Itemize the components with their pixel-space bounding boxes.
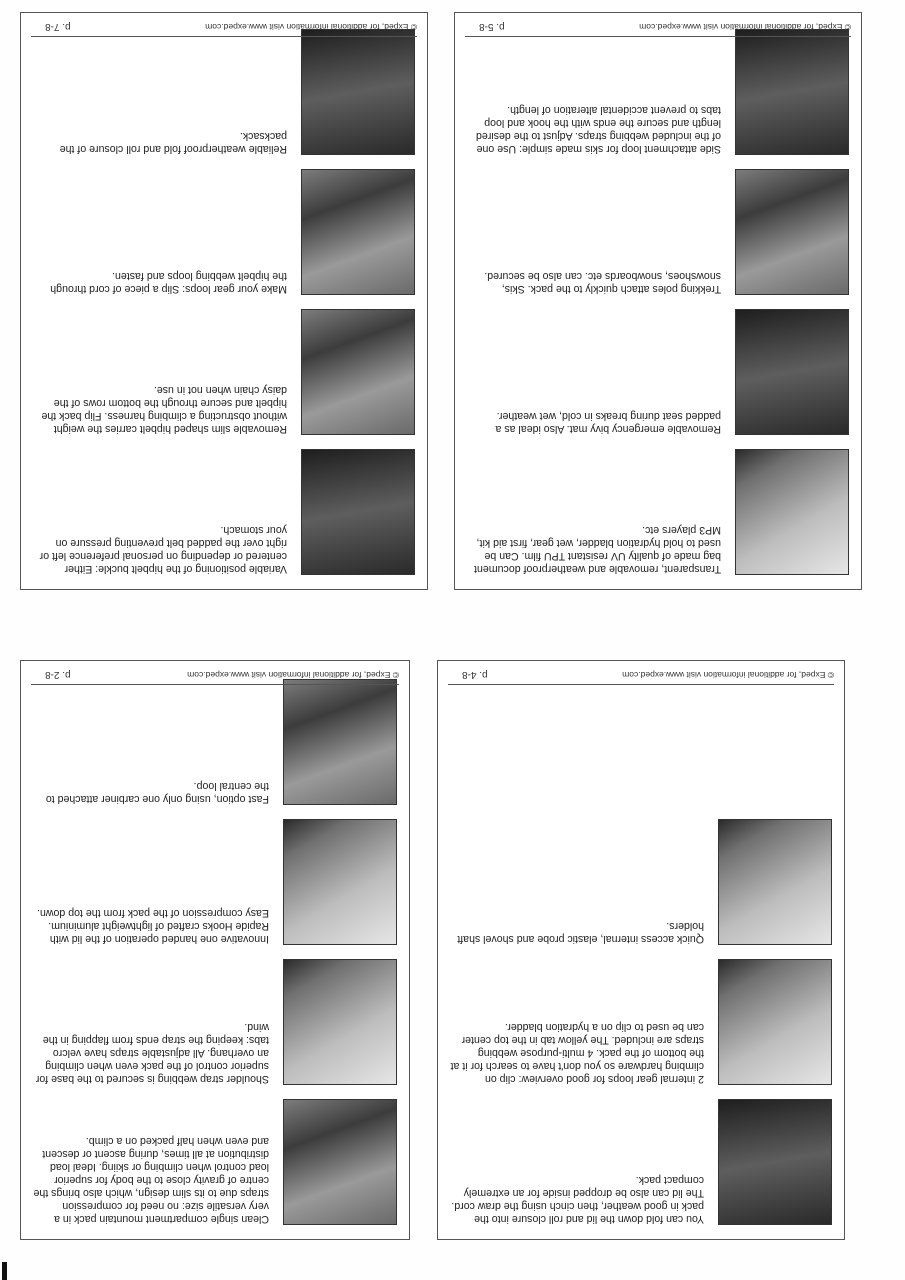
panel-page-7 <box>20 12 428 590</box>
feature-text: Make your gear loops: Slip a piece of cord through the hipbelt webbing loops and fasten. <box>50 270 287 295</box>
feature-item <box>467 447 849 575</box>
feature-text: Transparent, removable and weatherproof document bag made of quality UV resistant TPU film. Can be used to hold hydration bladder, wet gear, first aid kit, MP3 players etc. <box>474 524 721 575</box>
page-number: p. 7-8 <box>45 21 71 32</box>
photo-climber-packsack <box>301 29 415 155</box>
panel-footer <box>448 669 834 685</box>
feature-text: Side attachment loop for skis made simple: Use one of the included webbing straps. Adjust to the desired length and secure the ends with the hook and loop tabs to prevent accidental alteration of length. <box>476 104 721 155</box>
footer-copyright: © Exped, for additional information visit www.exped.com <box>639 22 851 32</box>
feature-item <box>33 677 397 805</box>
page-number: p. 5-8 <box>479 21 505 32</box>
feature-item <box>33 1097 397 1225</box>
photo-document-bag <box>735 449 849 575</box>
feature-text: Reliable weatherproof fold and roll closure of the packsack. <box>59 130 287 155</box>
page-number: p. 4-8 <box>462 669 488 680</box>
panel-page-2 <box>20 660 410 1240</box>
feature-item <box>33 307 415 435</box>
photo-shovel-shaft-holders <box>718 819 832 945</box>
photo-internal-gear-loops <box>718 959 832 1085</box>
feature-item <box>450 957 832 1085</box>
photo-ski-attachment-loop <box>735 29 849 155</box>
feature-text: Removable emergency bivy mat. Also ideal as a padded seat during breaks in cold, wet weather. <box>495 410 721 435</box>
feature-item <box>33 167 415 295</box>
feature-text: You can fold down the lid and roll closure into the pack in good weather, then cinch using the draw cord. The lid can also be dropped inside for an extremely compact pack. <box>451 1174 704 1225</box>
feature-text: Innovative one handed operation of the lid with Rapide Hooks crafted of lightweight aluminium. Easy compression of the pack from the top down. <box>36 907 269 945</box>
feature-text: Removable slim shaped hipbelt carries the weight without obstructing a climbing harness. Flip back the hipbelt and secure through the bottom rows of the daisy chain when not in use. <box>41 384 287 435</box>
photo-lid-roll-closure <box>718 1099 832 1225</box>
panel-footer <box>465 21 851 37</box>
feature-item <box>467 27 849 155</box>
feature-item <box>33 27 415 155</box>
photo-central-loop-carabiner <box>283 679 397 805</box>
scan-edge-mark <box>2 1262 7 1280</box>
photo-shoulder-straps <box>283 959 397 1085</box>
panel-page-5 <box>454 12 862 590</box>
footer-copyright: © Exped, for additional information visit www.exped.com <box>187 670 399 680</box>
photo-trekking-poles <box>735 169 849 295</box>
feature-text: Trekking poles attach quickly to the pack. Skis, snowshoes, snowboards etc. can also be secured. <box>484 270 721 295</box>
feature-item <box>33 447 415 575</box>
feature-item <box>33 957 397 1085</box>
footer-copyright: © Exped, for additional information visit www.exped.com <box>205 22 417 32</box>
feature-text: Quick access internal, elastic probe and shovel shaft holders. <box>457 920 704 945</box>
feature-text: Clean single compartment mountain pack in a very versatile size: no need for compression straps due to its slim design, which also brings the centre of gravity close to the body for superior load control when climbing or skiing. Ideal load distribution at all times, during ascent or descent and even when half packed on a climb. <box>33 1135 269 1225</box>
photo-bivy-mat <box>735 309 849 435</box>
feature-text: 2 internal gear loops for good overview: clip on climbing hardware so you don't have to search for it at the bottom of the pack. 4 multi-purpose webbing straps are included. The yellow tab in the top center can be used to clip on a hydration bladder. <box>450 1021 704 1085</box>
feature-item <box>33 817 397 945</box>
photo-gear-loops-cord <box>301 169 415 295</box>
footer-copyright: © Exped, for additional information visit www.exped.com <box>622 670 834 680</box>
photo-hipbelt-buckle <box>301 449 415 575</box>
page-number: p. 2-8 <box>45 669 71 680</box>
photo-removable-hipbelt <box>301 309 415 435</box>
feature-item <box>450 1097 832 1225</box>
photo-rapide-hooks <box>283 819 397 945</box>
feature-item <box>467 307 849 435</box>
feature-text: Variable positioning of the hipbelt buckle: Either centered or depending on personal preference left or right over the padded belt preventing pressure on your stomach. <box>39 524 287 575</box>
photo-mountain-pack <box>283 1099 397 1225</box>
panel-page-4 <box>437 660 845 1240</box>
feature-text: Shoulder strap webbing is secured to the base for superior control of the pack even when climbing an overhang. All adjustable straps have velcro tabs: keeping the strap ends from flapping in the wind. <box>35 1021 269 1085</box>
feature-text: Fast option, using only one carbiner attached to the central loop. <box>45 780 269 805</box>
feature-item <box>450 817 832 945</box>
panel-footer <box>31 21 417 37</box>
panel-footer <box>31 669 399 685</box>
feature-item <box>467 167 849 295</box>
